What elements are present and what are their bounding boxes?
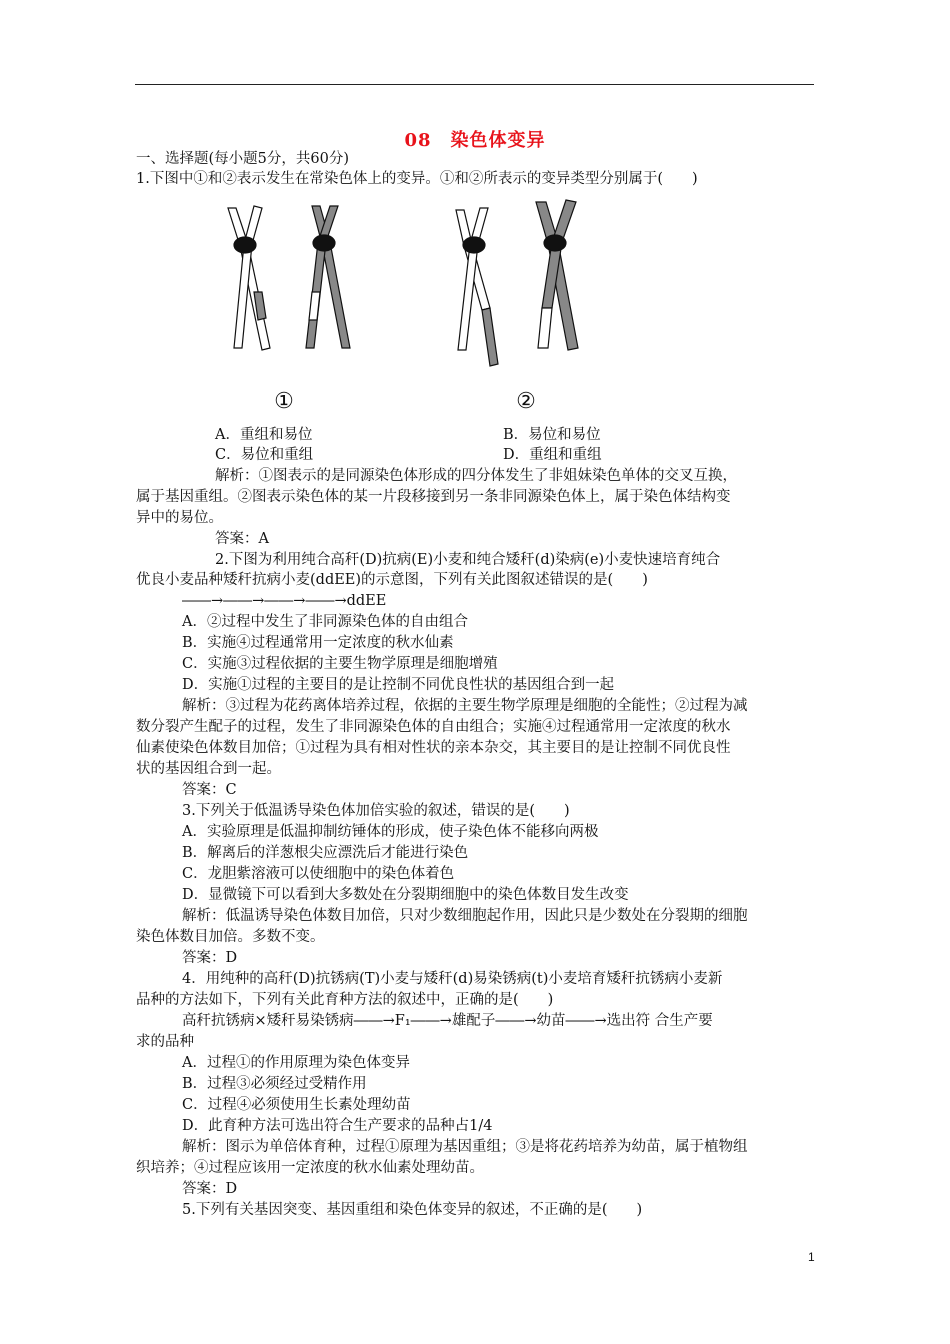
figure-label-2: ② [516, 389, 536, 414]
text-line: 答案：C [182, 782, 237, 798]
text-line: B．解离后的洋葱根尖应漂洗后才能进行染色 [182, 845, 469, 861]
text-line: 解析：③过程为花药离体培养过程，依据的主要生物学原理是细胞的全能性；②过程为减 [182, 698, 748, 714]
text-line: D．重组和重组 [503, 447, 602, 463]
text-line: 答案：D [182, 950, 238, 966]
centromere-2a [463, 237, 485, 253]
text-line: 高秆抗锈病×矮秆易染锈病――→F₁――→雄配子――→幼苗――→选出符 合生产要 [182, 1013, 713, 1029]
text-line: A．②过程中发生了非同源染色体的自由组合 [182, 614, 468, 630]
text-line: 答案：A [215, 531, 269, 547]
centromere-1b [313, 235, 335, 251]
text-line: 求的品种 [136, 1034, 194, 1050]
text-line: 属于基因重组。②图表示染色体的某一片段移接到另一条非同源染色体上，属于染色体结构变 [136, 489, 731, 505]
text-line: B．过程③必须经过受精作用 [182, 1076, 367, 1092]
centromere-1a [234, 237, 256, 253]
chromosome-2b-lower [458, 244, 478, 350]
text-line: 2.下图为利用纯合高秆(D)抗病(E)小麦和纯合矮秆(d)染病(e)小麦快速培育纯合 [215, 552, 721, 568]
text-line: A．重组和易位 [215, 427, 313, 443]
text-line: 4．用纯种的高秆(D)抗锈病(T)小麦与矮秆(d)易染锈病(t)小麦培育矮秆抗锈病小麦新 [182, 971, 723, 987]
chromosome-1d-swapped [309, 292, 320, 320]
text-line: D．显微镜下可以看到大多数处在分裂期细胞中的染色体数目发生改变 [182, 887, 629, 903]
text-line: 异中的易位。 [136, 510, 223, 526]
text-line: A．实验原理是低温抑制纺锤体的形成，使子染色体不能移向两极 [182, 824, 599, 840]
text-line: 织培养；④过程应该用一定浓度的秋水仙素处理幼苗。 [136, 1160, 484, 1176]
text-line: 一、选择题(每小题5分，共60分) [136, 151, 349, 167]
text-line: 解析：①图表示的是同源染色体形成的四分体发生了非姐妹染色单体的交叉互换， [215, 468, 737, 484]
text-line: 答案：D [182, 1181, 238, 1197]
text-line: C．实施③过程依据的主要生物学原理是细胞增殖 [182, 656, 498, 672]
text-line: 1.下图中①和②表示发生在常染色体上的变异。①和②所表示的变异类型分别属于( ) [136, 171, 698, 187]
chromosome-1c-lower [322, 242, 350, 348]
chromosome-2a-translocated [482, 308, 498, 366]
text-line: B．易位和易位 [503, 427, 601, 443]
text-line: ――→――→――→――→ddEE [182, 593, 387, 609]
chromosome-2d-translocated [538, 308, 552, 348]
page-number: 1 [808, 1250, 815, 1264]
chromosome-figure [200, 198, 620, 418]
text-line: D．此育种方法可选出符合生产要求的品种占1/4 [182, 1118, 493, 1134]
text-line: 解析：低温诱导染色体数目加倍，只对少数细胞起作用，因此只是少数处在分裂期的细胞 [182, 908, 748, 924]
text-line: 数分裂产生配子的过程，发生了非同源染色体的自由组合；实施④过程通常用一定浓度的秋水 [136, 719, 731, 735]
text-line: 仙素使染色体数目加倍；①过程为具有相对性状的亲本杂交，其主要目的是让控制不同优良性 [136, 740, 731, 756]
text-line: 解析：图示为单倍体育种，过程①原理为基因重组；③是将花药培养为幼苗，属于植物组 [182, 1139, 748, 1155]
text-line: 染色体数目加倍。多数不变。 [136, 929, 325, 945]
text-line: A．过程①的作用原理为染色体变异 [182, 1055, 410, 1071]
text-line: D．实施①过程的主要目的是让控制不同优良性状的基因组合到一起 [182, 677, 615, 693]
text-line: B．实施④过程通常用一定浓度的秋水仙素 [182, 635, 454, 651]
text-line: C．易位和重组 [215, 447, 314, 463]
text-line: 优良小麦品种矮秆抗病小麦(ddEE)的示意图，下列有关此图叙述错误的是( ) [136, 572, 648, 588]
centromere-2b [544, 235, 566, 251]
text-line: C．龙胆紫溶液可以使细胞中的染色体着色 [182, 866, 455, 882]
header-rule [135, 84, 814, 85]
text-line: 品种的方法如下，下列有关此育种方法的叙述中，正确的是( ) [136, 992, 554, 1008]
figure-label-1: ① [274, 389, 294, 414]
text-line: 3.下列关于低温诱导染色体加倍实验的叙述，错误的是( ) [182, 803, 570, 819]
text-line: C．过程④必须使用生长素处理幼苗 [182, 1097, 411, 1113]
chromosome-1b-lower [234, 244, 252, 348]
page-title: 08 染色体变异 [404, 130, 546, 151]
text-line: 状的基因组合到一起。 [136, 761, 281, 777]
text-line: 5.下列有关基因突变、基因重组和染色体变异的叙述，不正确的是( ) [182, 1202, 643, 1218]
